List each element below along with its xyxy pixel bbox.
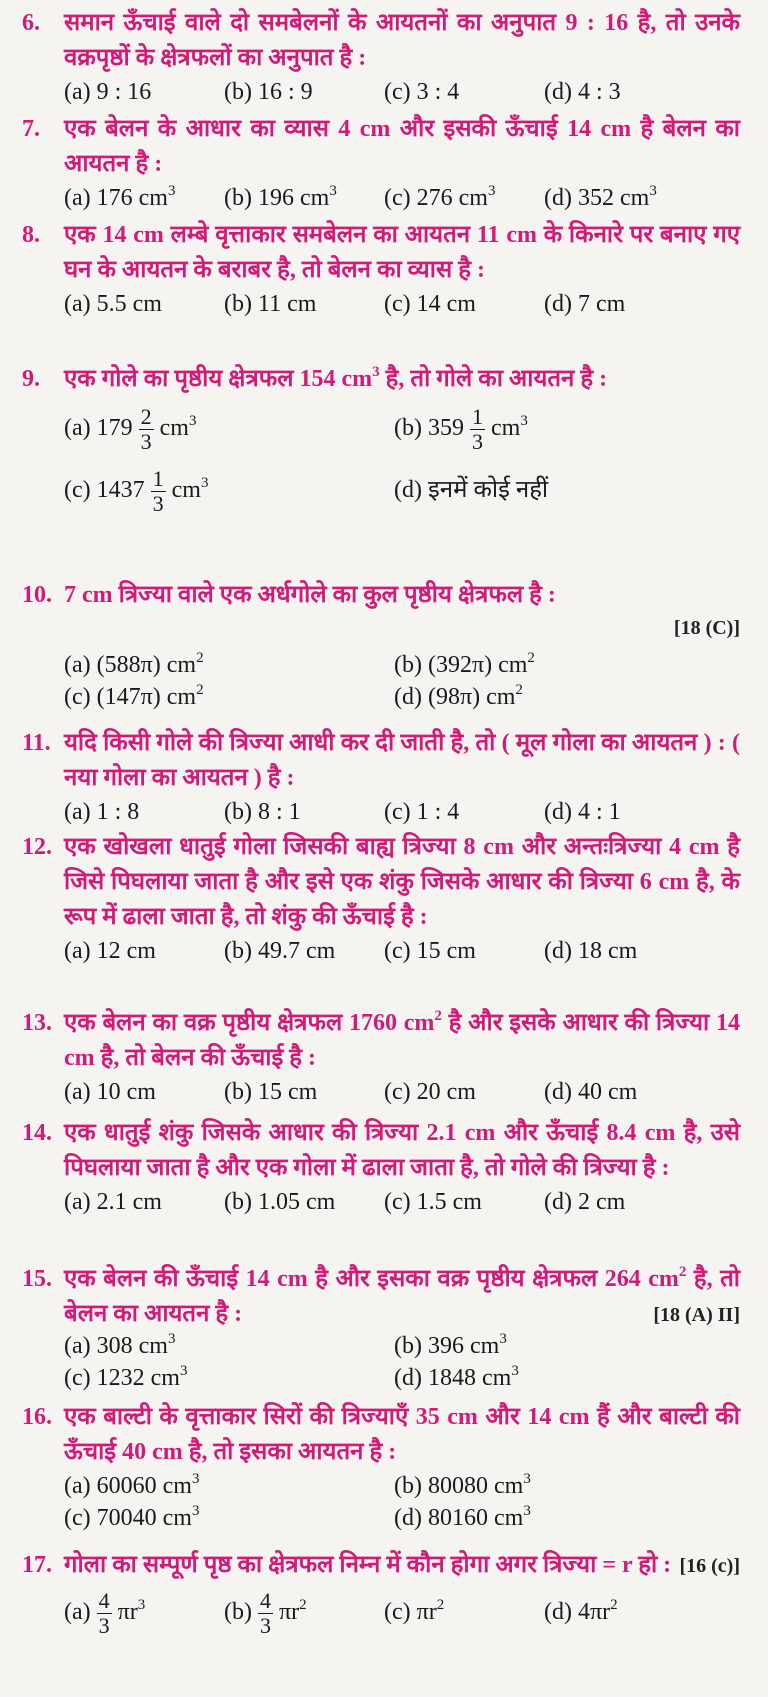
option-d: (d) 18 cm <box>544 938 638 964</box>
options <box>22 649 740 713</box>
options <box>22 182 740 214</box>
option-a: (a) 60060 $cm^3$ <box>64 1471 200 1499</box>
question-number: 8. <box>22 222 40 248</box>
question-text: गोला का सम्पूर्ण पृष्ठ का क्षेत्रफल निम्न में कौन होगा अगर त्रिज्या = r हो : <box>64 1552 672 1578</box>
fraction: $\frac{4}{3}$ <box>259 1587 271 1638</box>
option-c: (c) 14 cm <box>384 291 476 317</box>
option-d: (d) 80160 $cm^3$ <box>394 1503 531 1531</box>
fraction: $\frac{4}{3}$ <box>98 1587 110 1638</box>
question-text: 7 cm त्रिज्या वाले एक अर्धगोले का कुल पृष्ठीय क्षेत्रफल है : <box>64 582 556 608</box>
question-number: 17. <box>22 1552 52 1578</box>
option-b: (b) (392π) $cm^2$ <box>394 650 535 678</box>
question-text: एक बेलन की ऊँचाई 14 cm है और इसका वक्र पृष्ठीय क्षेत्रफल 264 $cm^2$ है, तो बेलन का आयतन है : <box>64 1264 741 1327</box>
option-c: (c) (147π) $cm^2$ <box>64 682 204 710</box>
option-d: (d) 7 cm <box>544 291 626 317</box>
question-number: 11. <box>22 730 51 756</box>
question-number: 15. <box>22 1266 52 1292</box>
option-a: (a) (588π) $cm^2$ <box>64 650 204 678</box>
question-text: एक गोले का पृष्ठीय क्षेत्रफल 154 $cm^3$ है, तो गोले का आयतन है : <box>64 364 608 392</box>
option-b: (b) 8 : 1 <box>224 799 301 825</box>
question-number: 7. <box>22 116 40 142</box>
question-text: एक 14 cm लम्बे वृत्ताकार समबेलन का आयतन 11 cm के किनारे पर बनाए गए घन के आयतन के बराबर है, तो बेलन का व्यास है : <box>64 222 740 283</box>
option-c: (c) 3 : 4 <box>384 79 460 105</box>
question-14 <box>22 1116 740 1218</box>
option-a: (a) 1 : 8 <box>64 799 140 825</box>
question-15 <box>22 1262 740 1394</box>
option-a: (a) $\frac{4}{3}$ $\pi r^3$ <box>64 1587 146 1638</box>
option-b: (b) 359 $\frac{1}{3}$ $cm^3$ <box>394 403 528 454</box>
option-c: (c) 20 cm <box>384 1079 476 1105</box>
option-d: (d) 4 : 3 <box>544 79 621 105</box>
question-9 <box>22 362 740 521</box>
option-c: (c) 70040 $cm^3$ <box>64 1503 200 1531</box>
option-b: (b) $\frac{4}{3}$ $\pi r^2$ <box>224 1587 307 1638</box>
option-b: (b) 16 : 9 <box>224 79 313 105</box>
option-d: (d) 352 $cm^3$ <box>544 183 657 211</box>
exam-reference-tag: [18 (C)] <box>673 617 740 639</box>
option-d: (d) इनमें कोई नहीं <box>394 477 549 503</box>
question-number: 14. <box>22 1120 52 1146</box>
option-a: (a) 10 cm <box>64 1079 156 1105</box>
question-10 <box>22 578 740 713</box>
option-c: (c) 1.5 cm <box>384 1189 482 1215</box>
option-a: (a) 179 $\frac{2}{3}$ $cm^3$ <box>64 403 197 454</box>
options <box>22 397 740 521</box>
option-b: (b) 15 cm <box>224 1079 318 1105</box>
question-number: 9. <box>22 366 40 392</box>
question-text: एक बाल्टी के वृत्ताकार सिरों की त्रिज्याएँ 35 cm और 14 cm हैं और बाल्टी की ऊँचाई 40 cm है, तो इसका आयतन है : <box>64 1404 740 1465</box>
question-13 <box>22 1006 740 1108</box>
option-c: (c) 276 $cm^3$ <box>384 183 496 211</box>
option-a: (a) 12 cm <box>64 938 156 964</box>
question-text: एक खोखला धातुई गोला जिसकी बाह्य त्रिज्या 8 cm और अन्तःत्रिज्या 4 cm है जिसे पिघलाया जाता है और इसे एक शंकु जिसके आधार की त्रिज्या 6 cm है, के रूप में ढाला जाता है, तो शंकु की ऊँचाई है : <box>64 834 740 930</box>
question-16 <box>22 1400 740 1534</box>
options <box>22 1470 740 1534</box>
question-text: समान ऊँचाई वाले दो समबेलनों के आयतनों का अनुपात 9 : 16 है, तो उनके वक्रपृष्ठों के क्षेत्रफलों का अनुपात है : <box>64 10 740 71</box>
question-number: 10. <box>22 582 52 608</box>
options <box>22 1330 740 1394</box>
options <box>22 1186 740 1218</box>
fraction: $\frac{1}{3}$ <box>152 465 164 516</box>
question-text: यदि किसी गोले की त्रिज्या आधी कर दी जाती है, तो ( मूल गोला का आयतन ) : ( नया गोला का आयतन ) है : <box>64 730 740 791</box>
question-number: 13. <box>22 1010 52 1036</box>
option-c: (c) 1437 $\frac{1}{3}$ $cm^3$ <box>64 465 209 516</box>
options <box>22 76 740 108</box>
question-7 <box>22 112 740 214</box>
option-d: (d) 40 cm <box>544 1079 638 1105</box>
option-d: (d) $4\pi r^2$ <box>544 1597 618 1625</box>
option-b: (b) 11 cm <box>224 291 317 317</box>
question-text: एक बेलन का वक्र पृष्ठीय क्षेत्रफल 1760 $cm^2$ है और इसके आधार की त्रिज्या 14 cm है, तो बेलन की ऊँचाई है : <box>64 1008 740 1071</box>
option-a: (a) 2.1 cm <box>64 1189 162 1215</box>
question-11 <box>22 726 740 828</box>
question-number: 16. <box>22 1404 52 1430</box>
options <box>22 796 740 828</box>
option-b: (b) 396 $cm^3$ <box>394 1331 507 1359</box>
option-a: (a) 308 $cm^3$ <box>64 1331 176 1359</box>
option-b: (b) 49.7 cm <box>224 938 336 964</box>
option-b: (b) 80080 $cm^3$ <box>394 1471 531 1499</box>
question-17 <box>22 1548 740 1643</box>
option-c: (c) 15 cm <box>384 938 476 964</box>
question-text: एक धातुई शंकु जिसके आधार की त्रिज्या 2.1 cm और ऊँचाई 8.4 cm है, उसे पिघलाया जाता है और एक गोला में ढाला जाता है, तो गोले की त्रिज्या है : <box>64 1120 740 1181</box>
question-text: एक बेलन के आधार का व्यास 4 cm और इसकी ऊँचाई 14 cm है बेलन का आयतन है : <box>64 116 740 177</box>
options <box>22 1581 740 1643</box>
exam-reference-tag: [16 (c)] <box>679 1555 740 1577</box>
exam-reference-tag: [18 (A) II] <box>653 1304 740 1326</box>
option-a: (a) 9 : 16 <box>64 79 152 105</box>
fraction: $\frac{1}{3}$ <box>471 403 483 454</box>
option-a: (a) 5.5 cm <box>64 291 162 317</box>
question-6 <box>22 6 740 108</box>
option-a: (a) 176 $cm^3$ <box>64 183 176 211</box>
options <box>22 1076 740 1108</box>
option-d: (d) 4 : 1 <box>544 799 621 825</box>
options <box>22 935 740 967</box>
question-12 <box>22 830 740 967</box>
option-b: (b) 196 $cm^3$ <box>224 183 337 211</box>
question-8 <box>22 218 740 320</box>
option-d: (d) (98π) $cm^2$ <box>394 682 523 710</box>
fraction: $\frac{2}{3}$ <box>140 403 152 454</box>
option-c: (c) 1 : 4 <box>384 799 460 825</box>
question-number: 6. <box>22 10 40 36</box>
option-c: (c) $\pi r^2$ <box>384 1597 445 1625</box>
option-b: (b) 1.05 cm <box>224 1189 336 1215</box>
options <box>22 288 740 320</box>
option-d: (d) 2 cm <box>544 1189 626 1215</box>
question-number: 12. <box>22 834 52 860</box>
option-c: (c) 1232 $cm^3$ <box>64 1363 188 1391</box>
option-d: (d) 1848 $cm^3$ <box>394 1363 519 1391</box>
